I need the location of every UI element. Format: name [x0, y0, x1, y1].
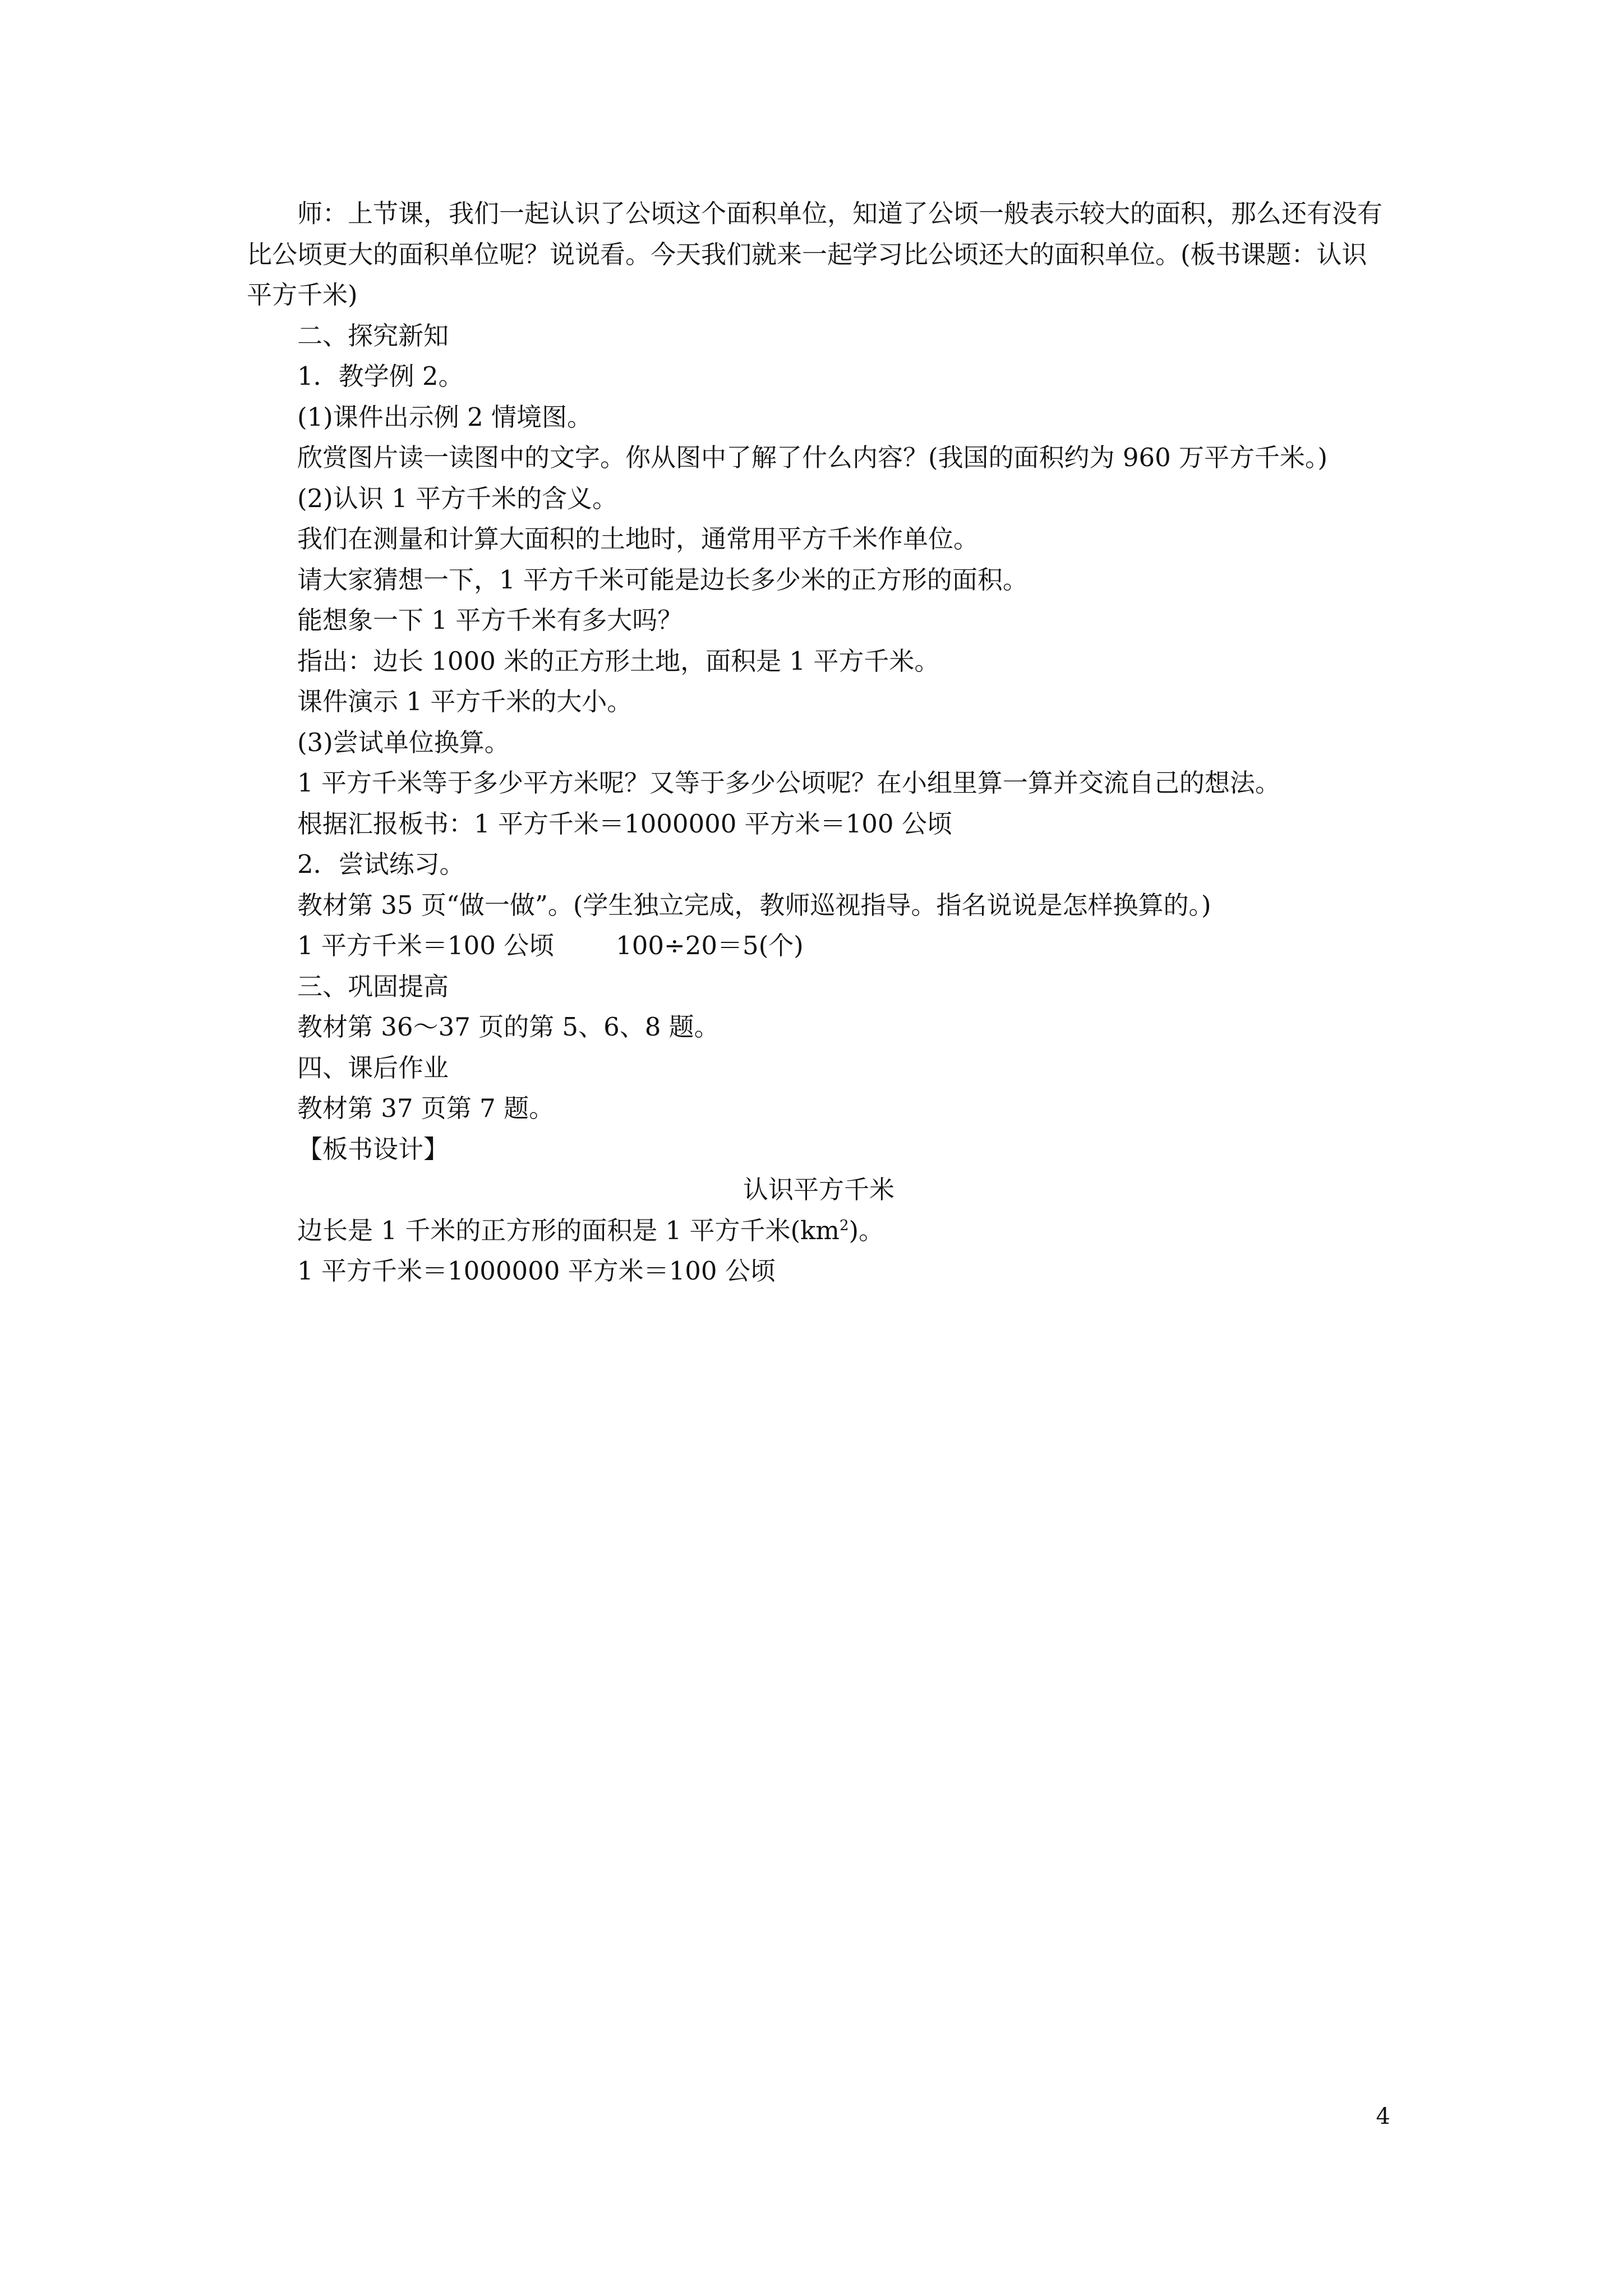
superscript-2: 2: [839, 1217, 849, 1234]
section-heading-board-design: 【板书设计】: [297, 1134, 449, 1164]
paragraph-unit-usage: 我们在测量和计算大面积的土地时，通常用平方千米作单位。: [297, 524, 979, 554]
paragraph-guess: 请大家猜想一下，1 平方千米可能是边长多少米的正方形的面积。: [297, 564, 1028, 595]
paragraph-intro: 师：上节课，我们一起认识了公顷这个面积单位，知道了公顷一般表示较大的面积，那么还有没有比公顷更大的面积单位呢？说说看。今天我们就来一起学习比公顷还大的面积单位。(板书课题：认识平方千米): [247, 199, 1383, 310]
page-number: 4: [1376, 2104, 1390, 2129]
section-heading-explore: 二、探究新知: [297, 320, 449, 351]
exercise-line: [247, 926, 1391, 967]
section-heading-homework: 四、课后作业: [297, 1052, 449, 1083]
paragraph-step-3: (3)尝试单位换算。: [297, 727, 510, 757]
exercise-left: 1 平方千米＝100 公顷: [297, 931, 555, 960]
paragraph-imagine: 能想象一下 1 平方千米有多大吗？: [297, 605, 683, 635]
board-line-conversion: 1 平方千米＝1000000 平方米＝100 公顷: [297, 1256, 776, 1286]
paragraph-board-summary: 根据汇报板书：1 平方千米＝1000000 平方米＝100 公顷: [297, 808, 952, 839]
exercise-right: 100÷20＝5(个): [616, 931, 804, 960]
board-title: 认识平方千米: [743, 1175, 895, 1204]
board-line-definition-end: )。: [849, 1215, 884, 1245]
board-line-definition-text: 边长是 1 千米的正方形的面积是 1 平方千米(km: [297, 1215, 840, 1245]
paragraph-homework-task: 教材第 37 页第 7 题。: [297, 1093, 555, 1123]
section-heading-consolidate: 三、巩固提高: [297, 971, 449, 1001]
paragraph-example-title: 1．教学例 2。: [297, 361, 464, 391]
paragraph-textbook-task: 教材第 35 页“做一做”。(学生独立完成，教师巡视指导。指名说说是怎样换算的。): [297, 890, 1211, 920]
paragraph-consolidate-task: 教材第 36～37 页的第 5、6、8 题。: [297, 1012, 720, 1042]
paragraph-step-2: (2)认识 1 平方千米的含义。: [297, 483, 617, 513]
board-line-definition: [247, 1211, 1391, 1251]
paragraph-practice-title: 2．尝试练习。: [297, 849, 465, 879]
paragraph-demo: 课件演示 1 平方千米的大小。: [297, 687, 633, 716]
paragraph-image-question: 欣赏图片读一读图中的文字。你从图中了解了什么内容？(我国的面积约为 960 万平方千米。): [297, 443, 1328, 472]
paragraph-step-1: (1)课件出示例 2 情境图。: [297, 402, 592, 432]
paragraph-point-out: 指出：边长 1000 米的正方形土地，面积是 1 平方千米。: [297, 646, 940, 676]
paragraph-conversion-question: 1 平方千米等于多少平方米呢？又等于多少公顷呢？在小组里算一算并交流自己的想法。: [297, 768, 1280, 798]
document-body: [247, 194, 1391, 1292]
